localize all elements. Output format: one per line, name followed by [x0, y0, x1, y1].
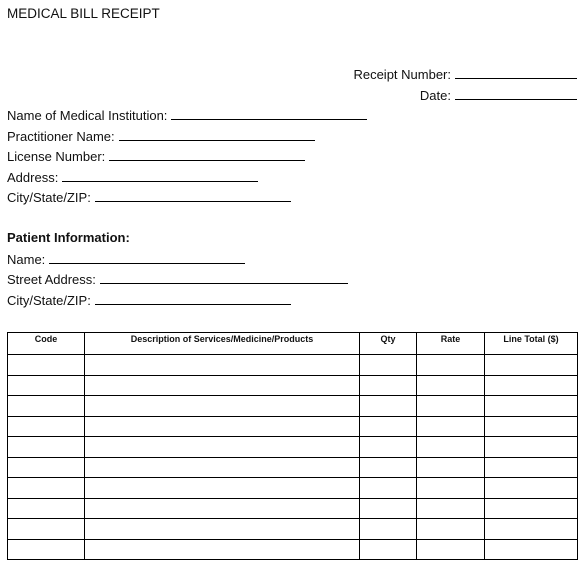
- line-total-cell[interactable]: [485, 457, 578, 478]
- description-cell[interactable]: [85, 396, 360, 417]
- description-cell[interactable]: [85, 498, 360, 519]
- rate-cell[interactable]: [417, 478, 485, 499]
- patient-city-field[interactable]: [95, 292, 291, 305]
- code-cell[interactable]: [8, 355, 85, 376]
- patient-name-label: Name:: [7, 252, 46, 267]
- table-row: [8, 539, 578, 560]
- description-cell[interactable]: [85, 539, 360, 560]
- table-row: [8, 355, 578, 376]
- rate-cell[interactable]: [417, 355, 485, 376]
- code-cell[interactable]: [8, 396, 85, 417]
- code-cell[interactable]: [8, 539, 85, 560]
- city-label: City/State/ZIP:: [7, 190, 91, 205]
- receipt-number-row: [353, 66, 577, 82]
- description-cell[interactable]: [85, 519, 360, 540]
- table-row: [8, 396, 578, 417]
- code-cell[interactable]: [8, 498, 85, 519]
- address-row: [7, 169, 258, 185]
- line-total-cell[interactable]: [485, 478, 578, 499]
- receipt-number-field[interactable]: [455, 66, 577, 79]
- description-cell[interactable]: [85, 478, 360, 499]
- qty-cell[interactable]: [360, 355, 417, 376]
- description-cell[interactable]: [85, 355, 360, 376]
- line-total-cell[interactable]: [485, 437, 578, 458]
- rate-cell[interactable]: [417, 375, 485, 396]
- license-label: License Number:: [7, 149, 106, 164]
- city-field[interactable]: [95, 189, 291, 202]
- practitioner-label: Practitioner Name:: [7, 129, 115, 144]
- qty-cell[interactable]: [360, 519, 417, 540]
- qty-cell[interactable]: [360, 437, 417, 458]
- code-cell[interactable]: [8, 457, 85, 478]
- patient-city-row: [7, 292, 291, 308]
- code-cell[interactable]: [8, 437, 85, 458]
- patient-heading: Patient Information:: [7, 230, 130, 245]
- table-row: [8, 375, 578, 396]
- patient-city-label: City/State/ZIP:: [7, 293, 91, 308]
- qty-cell[interactable]: [360, 375, 417, 396]
- column-header-qty: Qty: [360, 333, 417, 355]
- patient-street-field[interactable]: [100, 271, 348, 284]
- license-row: [7, 148, 305, 164]
- table-body: [8, 355, 578, 560]
- rate-cell[interactable]: [417, 498, 485, 519]
- rate-cell[interactable]: [417, 396, 485, 417]
- table-header-row: [8, 333, 578, 355]
- line-total-cell[interactable]: [485, 416, 578, 437]
- table-row: [8, 498, 578, 519]
- table-row: [8, 457, 578, 478]
- description-cell[interactable]: [85, 416, 360, 437]
- column-header-rate: Rate: [417, 333, 485, 355]
- code-cell[interactable]: [8, 478, 85, 499]
- receipt-number-label: Receipt Number:: [353, 67, 451, 82]
- line-total-cell[interactable]: [485, 396, 578, 417]
- column-header-line-total: Line Total ($): [485, 333, 578, 355]
- institution-row: [7, 107, 367, 123]
- qty-cell[interactable]: [360, 478, 417, 499]
- line-total-cell[interactable]: [485, 498, 578, 519]
- column-header-code: Code: [8, 333, 85, 355]
- institution-label: Name of Medical Institution:: [7, 108, 168, 123]
- line-total-cell[interactable]: [485, 355, 578, 376]
- patient-name-row: [7, 251, 245, 267]
- document-title: MEDICAL BILL RECEIPT: [7, 6, 160, 21]
- practitioner-row: [7, 128, 315, 144]
- institution-field[interactable]: [171, 107, 367, 120]
- code-cell[interactable]: [8, 375, 85, 396]
- license-field[interactable]: [109, 148, 305, 161]
- rate-cell[interactable]: [417, 519, 485, 540]
- qty-cell[interactable]: [360, 416, 417, 437]
- practitioner-field[interactable]: [119, 128, 315, 141]
- line-total-cell[interactable]: [485, 539, 578, 560]
- description-cell[interactable]: [85, 437, 360, 458]
- table-row: [8, 478, 578, 499]
- qty-cell[interactable]: [360, 457, 417, 478]
- rate-cell[interactable]: [417, 437, 485, 458]
- qty-cell[interactable]: [360, 539, 417, 560]
- table-row: [8, 416, 578, 437]
- date-label: Date:: [419, 88, 451, 103]
- patient-street-row: [7, 271, 348, 287]
- code-cell[interactable]: [8, 416, 85, 437]
- rate-cell[interactable]: [417, 416, 485, 437]
- column-header-description: Description of Services/Medicine/Products: [85, 333, 360, 355]
- address-field[interactable]: [62, 169, 258, 182]
- patient-street-label: Street Address:: [7, 272, 96, 287]
- rate-cell[interactable]: [417, 539, 485, 560]
- line-total-cell[interactable]: [485, 375, 578, 396]
- line-total-cell[interactable]: [485, 519, 578, 540]
- table-row: [8, 437, 578, 458]
- date-row: [420, 87, 577, 103]
- address-label: Address:: [7, 170, 59, 185]
- code-cell[interactable]: [8, 519, 85, 540]
- qty-cell[interactable]: [360, 498, 417, 519]
- city-row: [7, 189, 291, 205]
- table-row: [8, 519, 578, 540]
- description-cell[interactable]: [85, 457, 360, 478]
- patient-name-field[interactable]: [49, 251, 245, 264]
- date-field[interactable]: [455, 87, 577, 100]
- qty-cell[interactable]: [360, 396, 417, 417]
- rate-cell[interactable]: [417, 457, 485, 478]
- items-table: [7, 332, 578, 560]
- description-cell[interactable]: [85, 375, 360, 396]
